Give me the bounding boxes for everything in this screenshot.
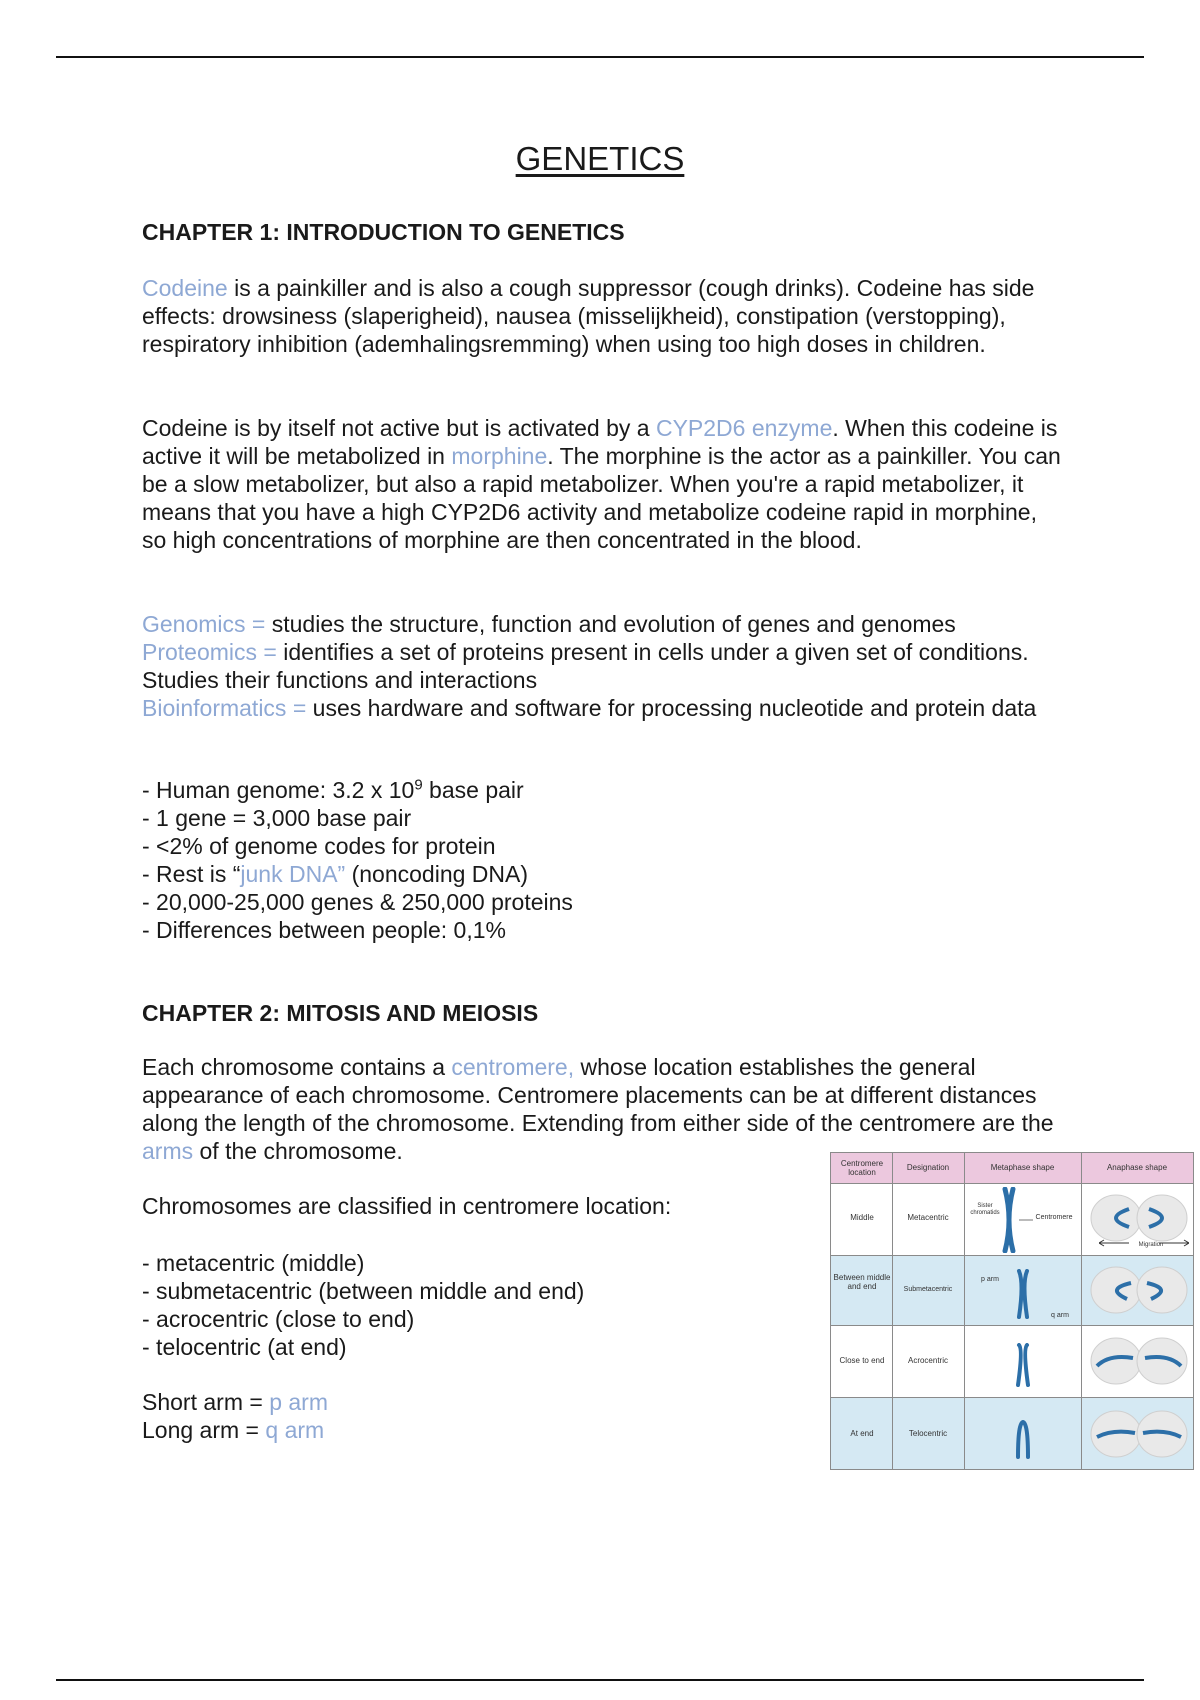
table-header-location: Centromere location bbox=[840, 1159, 884, 1177]
list-item: - 20,000-25,000 genes & 250,000 proteins bbox=[142, 889, 573, 915]
submetacentric-chromosome-icon bbox=[1011, 1269, 1035, 1319]
fact-text: (noncoding DNA) bbox=[345, 861, 529, 887]
row-location: Between middle and end bbox=[833, 1273, 891, 1291]
telocentric-anaphase-icon bbox=[1089, 1409, 1189, 1459]
list-item: - metacentric (middle) bbox=[142, 1250, 365, 1276]
row-designation: Metacentric bbox=[907, 1213, 949, 1222]
column-divider bbox=[964, 1153, 965, 1469]
term-morphine: morphine bbox=[451, 443, 548, 469]
row-divider bbox=[831, 1325, 1193, 1326]
row-location: At end bbox=[850, 1429, 874, 1438]
list-item: - acrocentric (close to end) bbox=[142, 1306, 415, 1332]
column-divider bbox=[892, 1153, 893, 1469]
column-divider bbox=[1081, 1153, 1082, 1469]
fact-text: base pair bbox=[422, 777, 524, 803]
row-divider bbox=[831, 1255, 1193, 1256]
term-junk-dna: junk DNA” bbox=[240, 861, 346, 887]
term-bioinformatics: Bioinformatics = bbox=[142, 695, 307, 721]
acrocentric-chromosome-icon bbox=[1011, 1343, 1035, 1387]
row-location: Middle bbox=[850, 1213, 874, 1222]
short-arm-label: Short arm = bbox=[142, 1389, 270, 1415]
row-divider bbox=[831, 1183, 1193, 1184]
chapter1-paragraph-activation bbox=[142, 414, 1062, 554]
metacentric-anaphase-icon bbox=[1089, 1193, 1189, 1243]
definition-bioinformatics bbox=[142, 694, 1062, 722]
top-rule bbox=[56, 56, 1144, 58]
metacentric-chromosome-icon bbox=[991, 1187, 1039, 1253]
table-header-designation: Designation bbox=[906, 1163, 950, 1172]
fact-text: - Rest is “ bbox=[142, 861, 241, 887]
bottom-rule bbox=[56, 1679, 1144, 1681]
activation-text-c: . The morphine is the actor as a painkiller. You can be a slow metabolizer, but also a rapid metabolizer. When you're a rapid metabolizer, it means that you have a high CYP2D6 activity and metabolize codeine rapid in morphine, so high concentrations of morphine are then concentrated in the blood. bbox=[142, 443, 1061, 553]
chromosome-classification-table bbox=[830, 1152, 1194, 1470]
long-arm-line bbox=[142, 1416, 782, 1444]
row-location: Close to end bbox=[839, 1356, 885, 1365]
definition-text: identifies a set of proteins present in cells under a given set of conditions. Studies their functions and interactions bbox=[142, 639, 1029, 693]
centromere-text-b: whose location establishes the general appearance of each chromosome. Centromere placements can be at different distances along the length of the chromosome. Extending from either side of the centromere are the bbox=[142, 1054, 1054, 1136]
list-item: - <2% of genome codes for protein bbox=[142, 833, 496, 859]
centromere-text-c: of the chromosome. bbox=[193, 1138, 403, 1164]
term-genomics: Genomics = bbox=[142, 611, 266, 637]
chapter1-paragraph-codeine bbox=[142, 274, 1062, 358]
fact-text: - Human genome: 3.2 x 10 bbox=[142, 777, 415, 803]
activation-text-a: Codeine is by itself not active but is activated by a bbox=[142, 415, 656, 441]
migration-arrow-left-icon bbox=[1099, 1239, 1129, 1247]
label-centromere: Centromere bbox=[1035, 1214, 1073, 1221]
definition-proteomics bbox=[142, 638, 1062, 694]
migration-arrow-right-icon bbox=[1159, 1239, 1189, 1247]
list-item bbox=[142, 860, 1062, 888]
table-header-metaphase: Metaphase shape bbox=[990, 1163, 1055, 1172]
label-sister-chromatids: Sister chromatids bbox=[970, 1203, 1000, 1216]
facts-list bbox=[142, 776, 1062, 944]
term-q-arm: q arm bbox=[265, 1417, 325, 1443]
arm-definitions bbox=[142, 1388, 782, 1444]
label-q-arm: q arm bbox=[1051, 1312, 1069, 1319]
submetacentric-anaphase-icon bbox=[1089, 1265, 1189, 1315]
long-arm-label: Long arm = bbox=[142, 1417, 266, 1443]
codeine-text: is a painkiller and is also a cough suppressor (cough drinks). Codeine has side effects: drowsiness (slaperigheid), nausea (misselijkheid), constipation (verstopping), respiratory inhibition (ademhalingsremming) when using too high doses in children. bbox=[142, 275, 1035, 357]
term-centromere: centromere, bbox=[451, 1054, 575, 1080]
acrocentric-anaphase-icon bbox=[1089, 1336, 1189, 1386]
chromosome-types-list bbox=[142, 1249, 782, 1361]
definition-genomics bbox=[142, 610, 1062, 638]
classified-text: Chromosomes are classified in centromere location: bbox=[142, 1193, 672, 1219]
term-arms: arms bbox=[142, 1138, 194, 1164]
definition-text: uses hardware and software for processing nucleotide and protein data bbox=[306, 695, 1037, 721]
list-item: - 1 gene = 3,000 base pair bbox=[142, 805, 412, 831]
label-p-arm: p arm bbox=[981, 1276, 999, 1283]
term-cyp2d6: CYP2D6 enzyme bbox=[655, 415, 833, 441]
chapter1-heading: CHAPTER 1: INTRODUCTION TO GENETICS bbox=[142, 219, 625, 245]
row-designation: Submetacentric bbox=[903, 1286, 953, 1293]
row-divider bbox=[831, 1397, 1193, 1398]
list-item: - submetacentric (between middle and end) bbox=[142, 1278, 585, 1304]
chapter2-heading: CHAPTER 2: MITOSIS AND MEIOSIS bbox=[142, 1000, 539, 1026]
definitions-block bbox=[142, 610, 1062, 722]
table-header-anaphase: Anaphase shape bbox=[1106, 1163, 1168, 1172]
centromere-text-a: Each chromosome contains a bbox=[142, 1054, 452, 1080]
telocentric-chromosome-icon bbox=[1011, 1419, 1035, 1459]
list-item bbox=[142, 776, 1062, 804]
short-arm-line bbox=[142, 1388, 782, 1416]
list-item: - Differences between people: 0,1% bbox=[142, 917, 506, 943]
definition-text: studies the structure, function and evolution of genes and genomes bbox=[265, 611, 956, 637]
term-proteomics: Proteomics = bbox=[142, 639, 277, 665]
term-p-arm: p arm bbox=[269, 1389, 328, 1415]
term-codeine: Codeine bbox=[142, 275, 228, 301]
list-item: - telocentric (at end) bbox=[142, 1334, 347, 1360]
activation-text-b: . When this codeine is active it will be metabolized in bbox=[142, 415, 1058, 469]
chapter2-paragraph-centromere bbox=[142, 1053, 1062, 1165]
label-migration: Migration bbox=[1138, 1242, 1164, 1248]
row-designation: Acrocentric bbox=[907, 1356, 948, 1365]
row-designation: Telocentric bbox=[908, 1429, 948, 1438]
exponent: 9 bbox=[414, 776, 423, 794]
page-title: GENETICS bbox=[515, 140, 685, 177]
